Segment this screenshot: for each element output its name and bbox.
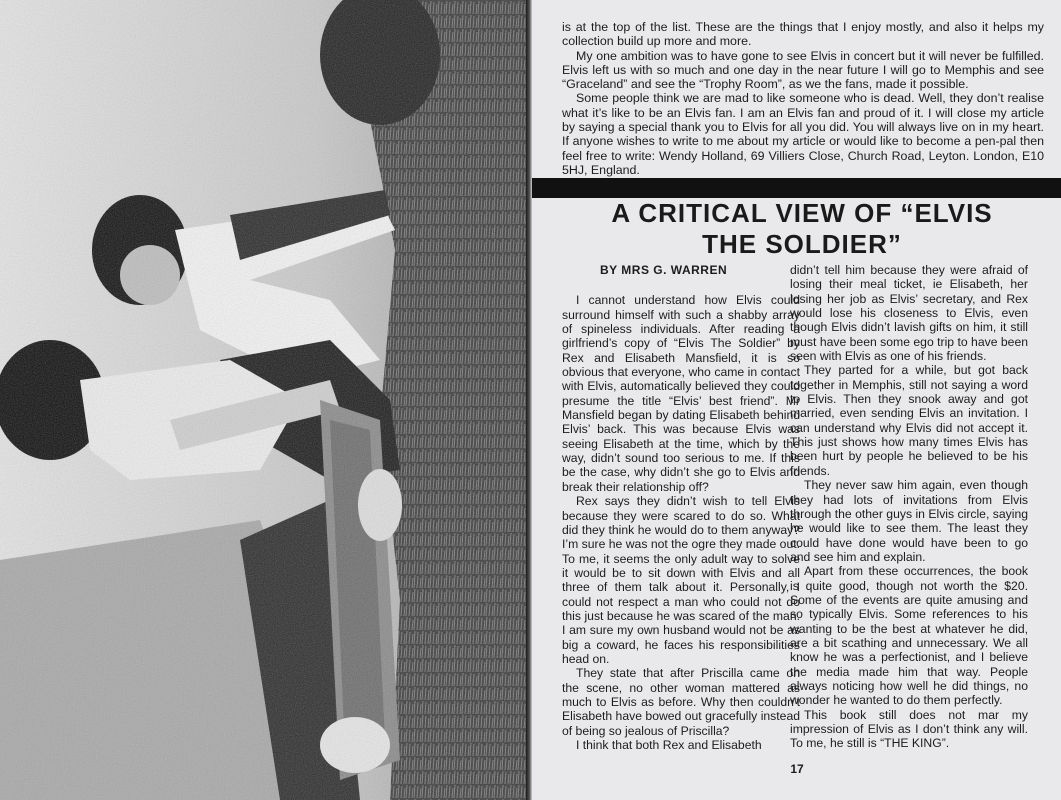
paragraph: They parted for a while, but got back together in Memphis, still not saying a word to Elvis. Then they snook away and got married, even sending Elvis an invitation. I can understand why Elvis did not accept it. This just shows how many times Elvis has been hurt by people he believed to be his friends. [790, 363, 1028, 478]
paragraph: My one ambition was to have gone to see Elvis in concert but it will never be fulfilled. Elvis left us with so much and one day in the near future I will go to Memphis and see “Graceland” and see the “Trophy Room”, as we the fans, made it possible. [562, 48, 1044, 92]
paragraph: is at the top of the list. These are the things that I enjoy mostly, and also it helps my collection build up more and more. [562, 20, 1044, 49]
photograph-page [0, 0, 528, 800]
paragraph: They state that after Priscilla came on the scene, no other woman mattered as much to Elvis as before. Why then couldn’t Elisabeth have bowed out gracefully instead of being so jealous of Priscilla? [562, 666, 800, 738]
paragraph: Some people think we are mad to like someone who is dead. Well, they don’t realise what it’s like to be an Elvis fan. I am an Elvis fan and proud of it. I will close my article by saying a special thank you to Elvis for all you did. You will always live on in my heart. If anyone wishes to write to me about my article or would like to become a pen-pal then feel free to write: Wendy Holland, 69 Villiers Close, Church Road, Leyton. London, E10 5HJ, England. [562, 91, 1044, 177]
paragraph: Apart from these occurrences, the book is quite good, though not worth the $20. Some of the events are quite amusing and so typically Elvis. Some references to his wanting to be the best at whatever he did, are a bit scathing and unnecessary. We all know he was a perfectionist, and I believe the media made him that way. People always noticing how well he did things, no wonder he wanted to do them perfectly. [790, 564, 1028, 708]
paragraph: I cannot understand how Elvis could surround himself with such a shabby array of spineless individuals. After reading a girlfriend’s copy of “Elvis The Soldier” by Rex and Elisabeth Mansfield, it is so obvious that everyone, who came in contact with Elvis, automatically believed they could presume the title “Elvis’ best friend”. Mr Mansfield began by dating Elisabeth behind Elvis’ back. This was because Elvis was seeing Elisabeth at the time, which by the way, didn’t sound too serious to me. If this be the case, why didn’t she go to Elvis and break their relationship off? [562, 293, 800, 494]
page-number: 17 [790, 762, 804, 776]
byline: BY MRS G. WARREN [600, 263, 728, 277]
paragraph: didn’t tell him because they were afraid of losing their meal ticket, ie Elisabeth, her losing her job as Elvis’ secretary, and Rex would lose his closeness to Elvis, even though Elvis didn’t lavish gifts on him, it still must have been some ego trip to have been seen with Elvis as one of his friends. [790, 263, 1028, 364]
headline-line: A CRITICAL VIEW OF “ELVIS [611, 198, 993, 228]
previous-article-ending [562, 20, 1044, 177]
paragraph: They never saw him again, even though they had lots of invitations from Elvis through the other guys in Elvis circle, saying he would like to see them. The least they could have done would have been to go and see him and explain. [790, 478, 1028, 564]
paragraph: This book still does not mar my impression of Elvis as I don’t think any will. To me, he still is “THE KING”. [790, 707, 1028, 751]
headline-line: THE SOLDIER” [702, 229, 902, 259]
article-column-right [790, 263, 1028, 751]
paragraph: I think that both Rex and Elisabeth [576, 738, 762, 752]
elvis-photograph [0, 0, 528, 800]
paragraph: Rex says they didn’t wish to tell Elvis because they were scared to do so. What did they think he would do to them anyway? I’m sure he was not the ogre they made out. To me, it seems the only adult way to solve it would be to sit down with Elvis and all three of them talk about it. Personally, I could not respect a man who could not do this just because he was scared of the man. I am sure my own husband would not be as big a coward, he faces his responsibilities head on. [562, 494, 800, 666]
section-divider-bar [532, 178, 1061, 198]
article-headline [552, 198, 1052, 260]
article-page [532, 0, 1061, 800]
article-column-left [562, 263, 800, 752]
